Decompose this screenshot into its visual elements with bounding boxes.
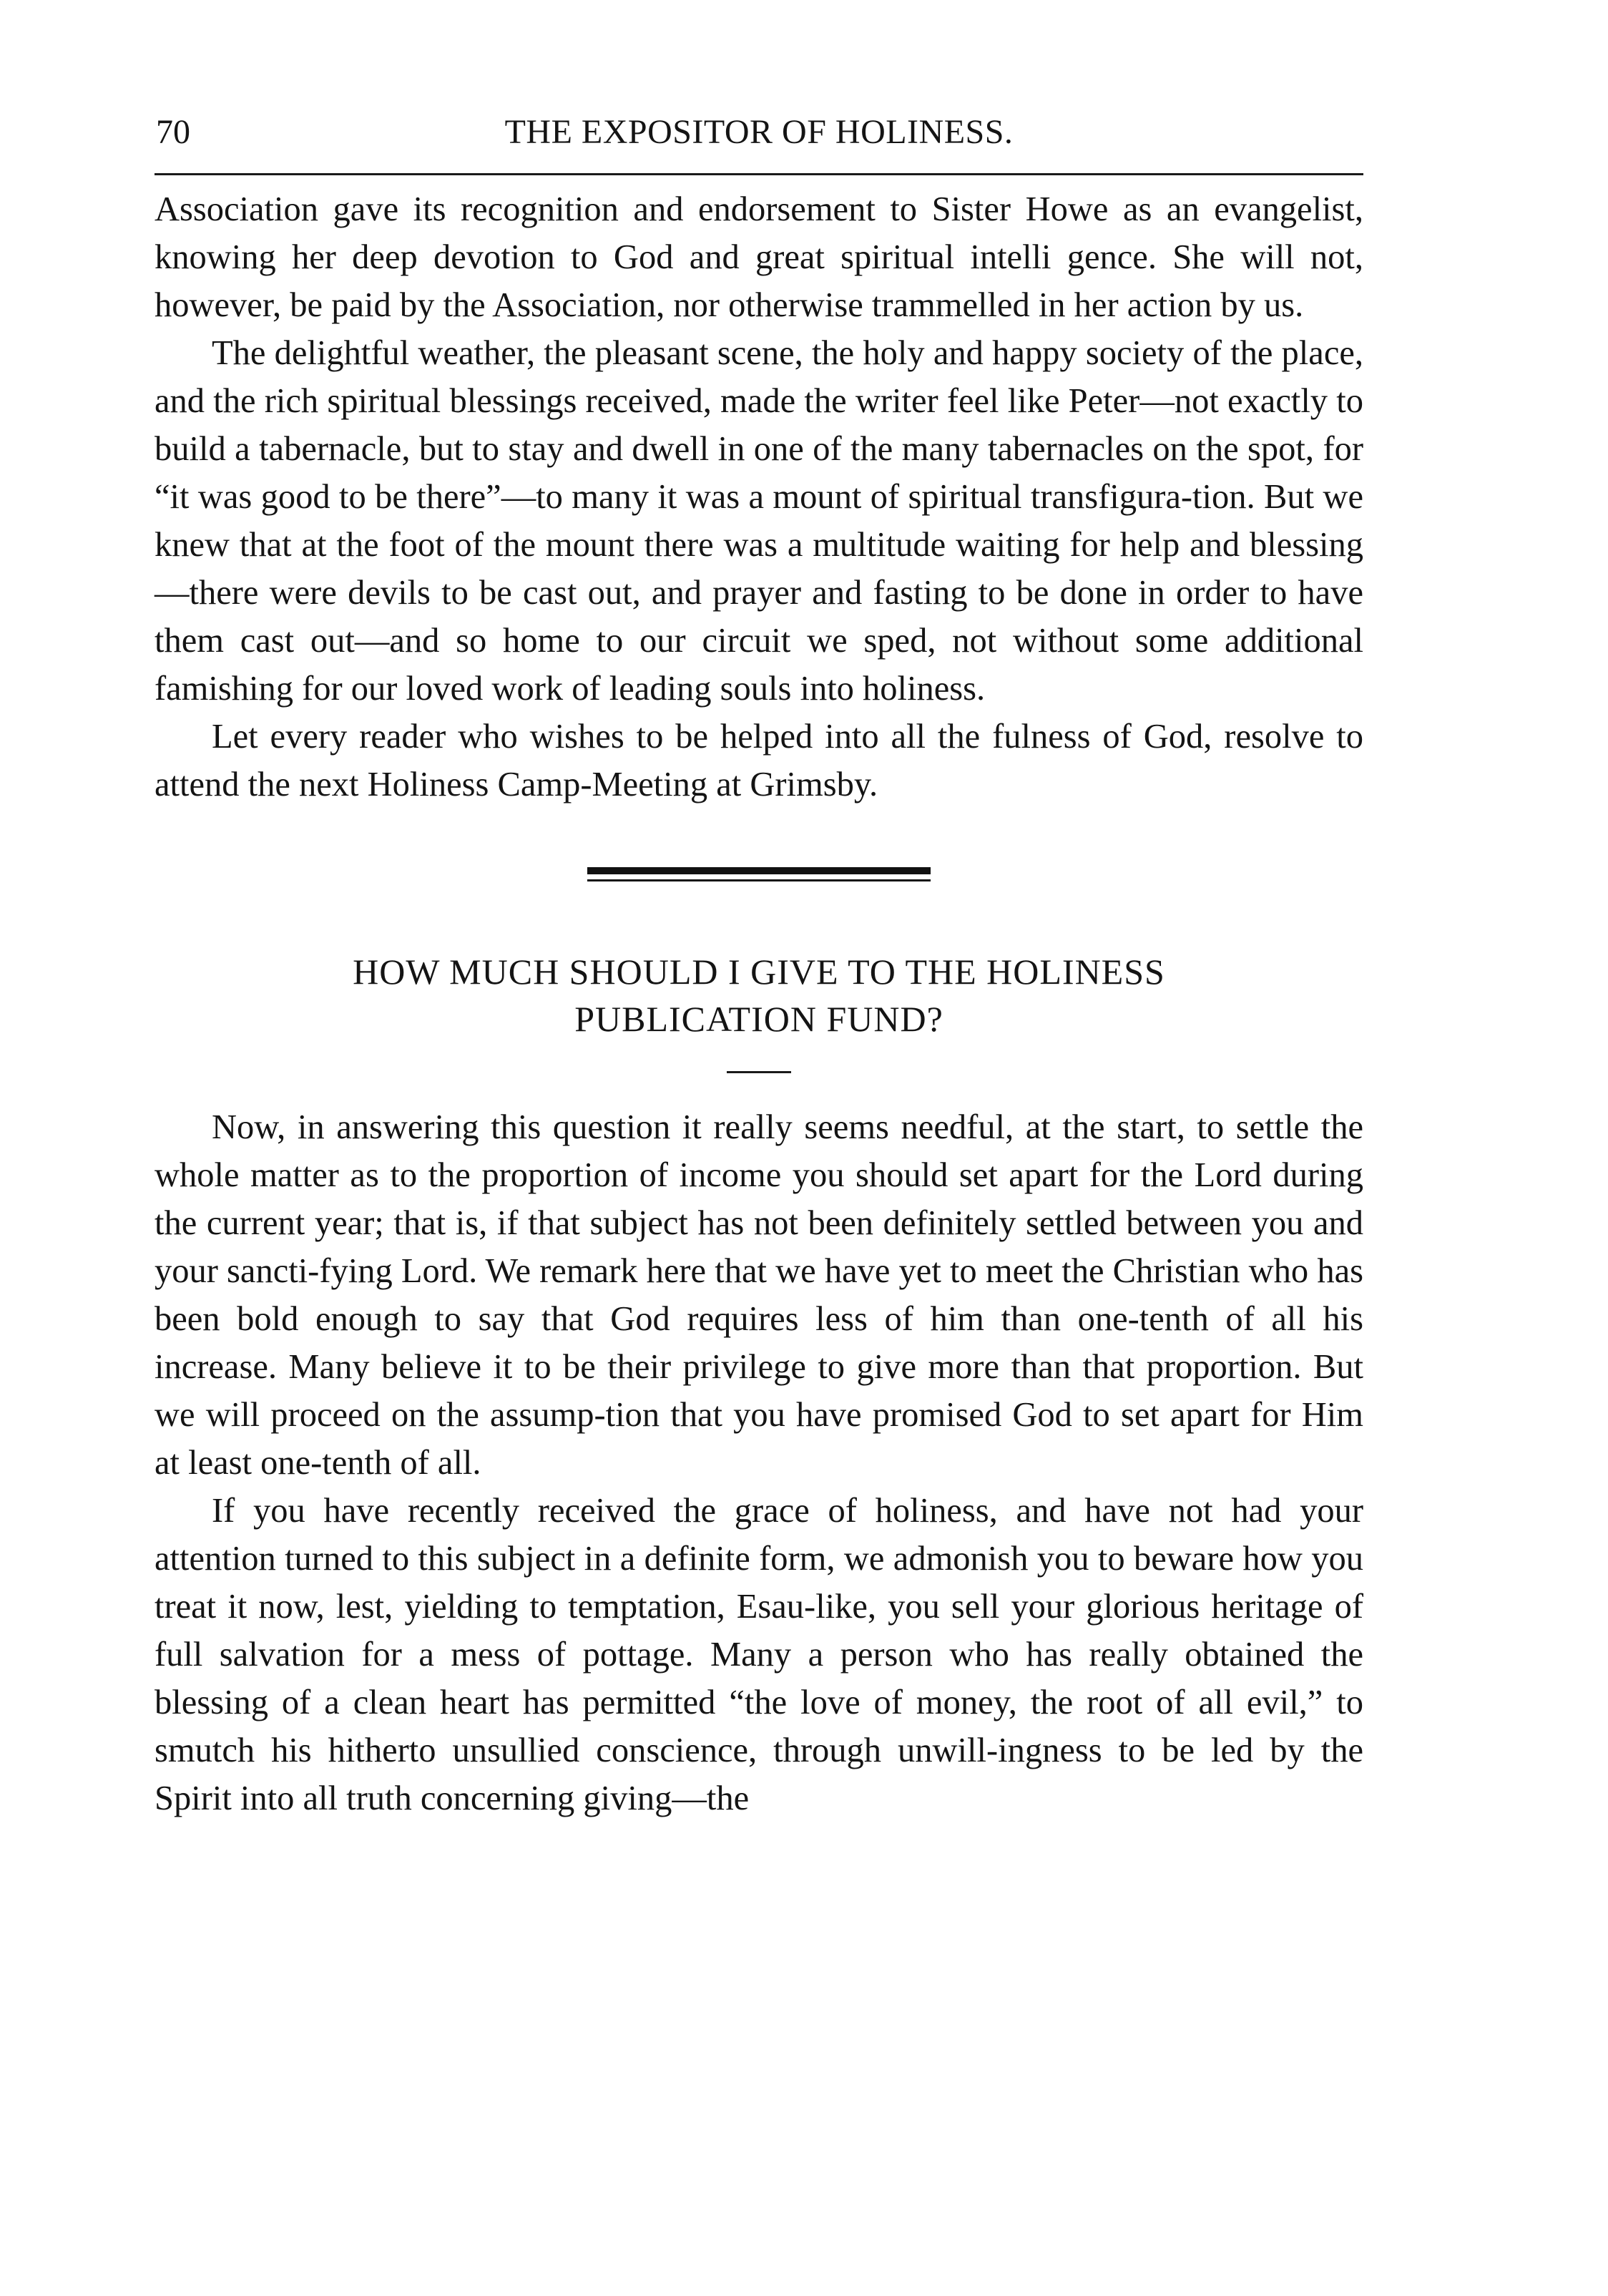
previous-article-continuation [155, 185, 1363, 809]
paragraph: Let every reader who wishes to be helped into all the fulness of God, resolve to attend the next Holiness Camp-Meeting at Grimsby. [155, 718, 1363, 803]
journal-title: THE EXPOSITOR OF HOLINESS. [504, 113, 1014, 151]
paragraph: Now, in answering this question it really seems needful, at the start, to settle the whole matter as to the proportion of income you should set apart for the Lord during the current year; that is, if that subject has not been definitely settled between you and your sancti-fying Lord. We remark here that we have yet to meet the Christian who has been bold enough to say that God requires less of him than one-tenth of all his increase. Many believe it to be their privilege to give more than that proportion. But we will proceed on the assump-tion that you have promised God to set apart for Him at least one-tenth of all. [155, 1108, 1363, 1482]
page [155, 107, 1363, 1822]
paragraph: If you have recently received the grace of holiness, and have not had your attention turned to this subject in a definite form, we admonish you to beware how you treat it now, lest, yielding to temptation, Esau-like, you sell your glorious heritage of full salvation for a mess of pottage. Many a person who has really obtained the blessing of a clean heart has permitted “the love of money, the root of all evil,” to smutch his hitherto unsullied conscience, through unwill-ingness to be led by the Spirit into all truth concerning giving—the [155, 1492, 1363, 1817]
title-rule [727, 1071, 791, 1073]
section-divider-ornament [587, 867, 931, 887]
article-title-line: HOW MUCH SHOULD I GIVE TO THE HOLINESS [353, 952, 1165, 992]
divider-thick-rule [587, 867, 931, 874]
page-number: 70 [156, 113, 190, 151]
paragraph: The delightful weather, the pleasant scene, the holy and happy society of the place, and the rich spiritual blessings received, made the writer feel like Peter—not exactly to build a tabernacle, but to stay and dwell in one of the many tabernacles on the spot, for “it was good to be there”—to many it was a mount of spiritual transfigura-tion. But we knew that at the foot of the mount there was a multitude waiting for help and blessing—there were devils to be cast out, and prayer and fasting to be done in order to have them cast out—and so home to our circuit we sped, not without some additional famishing for our loved work of leading souls into holiness. [155, 334, 1363, 708]
article-title [155, 948, 1363, 1042]
divider-thin-rule [587, 879, 931, 881]
header-rule [155, 173, 1363, 175]
article-title-line: PUBLICATION FUND? [574, 999, 943, 1039]
article [155, 948, 1363, 1822]
paragraph: Association gave its recognition and endorsement to Sister Howe as an evangelist, knowing her deep devotion to God and great spiritual intelli gence. She will not, however, be paid by the Association, nor otherwise trammelled in her action by us. [155, 190, 1363, 324]
running-head [155, 107, 1363, 157]
